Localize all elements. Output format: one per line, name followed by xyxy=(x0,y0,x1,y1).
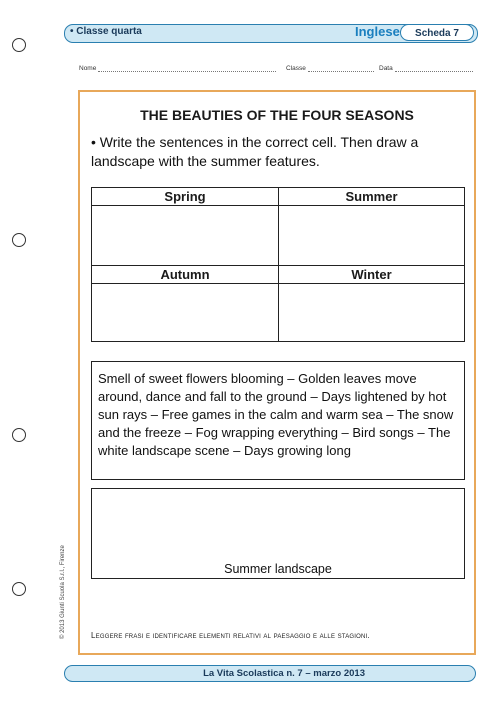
date-field[interactable] xyxy=(395,64,473,72)
binder-hole xyxy=(12,582,26,596)
binder-hole xyxy=(12,233,26,247)
winter-cell[interactable] xyxy=(279,266,464,341)
autumn-cell[interactable] xyxy=(92,266,278,341)
landscape-label: Summer landscape xyxy=(224,562,332,576)
season-heading: Autumn xyxy=(92,266,278,284)
class-field[interactable] xyxy=(308,64,374,72)
season-heading: Spring xyxy=(92,188,278,206)
footer-bar: La Vita Scolastica n. 7 – marzo 2013 xyxy=(64,665,476,682)
class-field-label: Classe xyxy=(286,65,306,72)
sentences-box: Smell of sweet flowers blooming – Golden leaves move around, dance and fall to the ground – Days lightened by hot sun rays – Free games in the calm and warm sea – The snow and the freeze – Fog wrapping everything – Bird songs – The white landscape scene – Days growing long xyxy=(91,361,465,480)
learning-objective: Leggere frasi e identificare elementi relativi al paesaggio e alle stagioni. xyxy=(91,631,370,640)
scheda-badge: Scheda 7 xyxy=(400,24,474,41)
landscape-drawing-area[interactable] xyxy=(91,488,465,579)
name-label: Nome xyxy=(79,65,97,72)
date-label: Data xyxy=(379,65,393,72)
binder-hole xyxy=(12,428,26,442)
info-row xyxy=(286,64,374,72)
instruction-text: • Write the sentences in the correct cell. Then draw a landscape with the summer features. xyxy=(91,134,419,169)
binder-hole xyxy=(12,38,26,52)
season-heading: Summer xyxy=(279,188,464,206)
info-row xyxy=(79,64,276,72)
spring-cell[interactable] xyxy=(92,188,278,265)
season-heading: Winter xyxy=(279,266,464,284)
seasons-grid xyxy=(91,187,465,342)
info-row xyxy=(379,64,473,72)
name-field[interactable] xyxy=(98,64,276,72)
worksheet-title: THE BEAUTIES OF THE FOUR SEASONS xyxy=(140,107,414,123)
class-label: • Classe quarta xyxy=(70,26,142,37)
summer-cell[interactable] xyxy=(279,188,464,265)
copyright-note: © 2013 Giunti Scuola S.r.l., Firenze xyxy=(60,545,66,639)
subject-label: Inglese xyxy=(355,24,400,39)
